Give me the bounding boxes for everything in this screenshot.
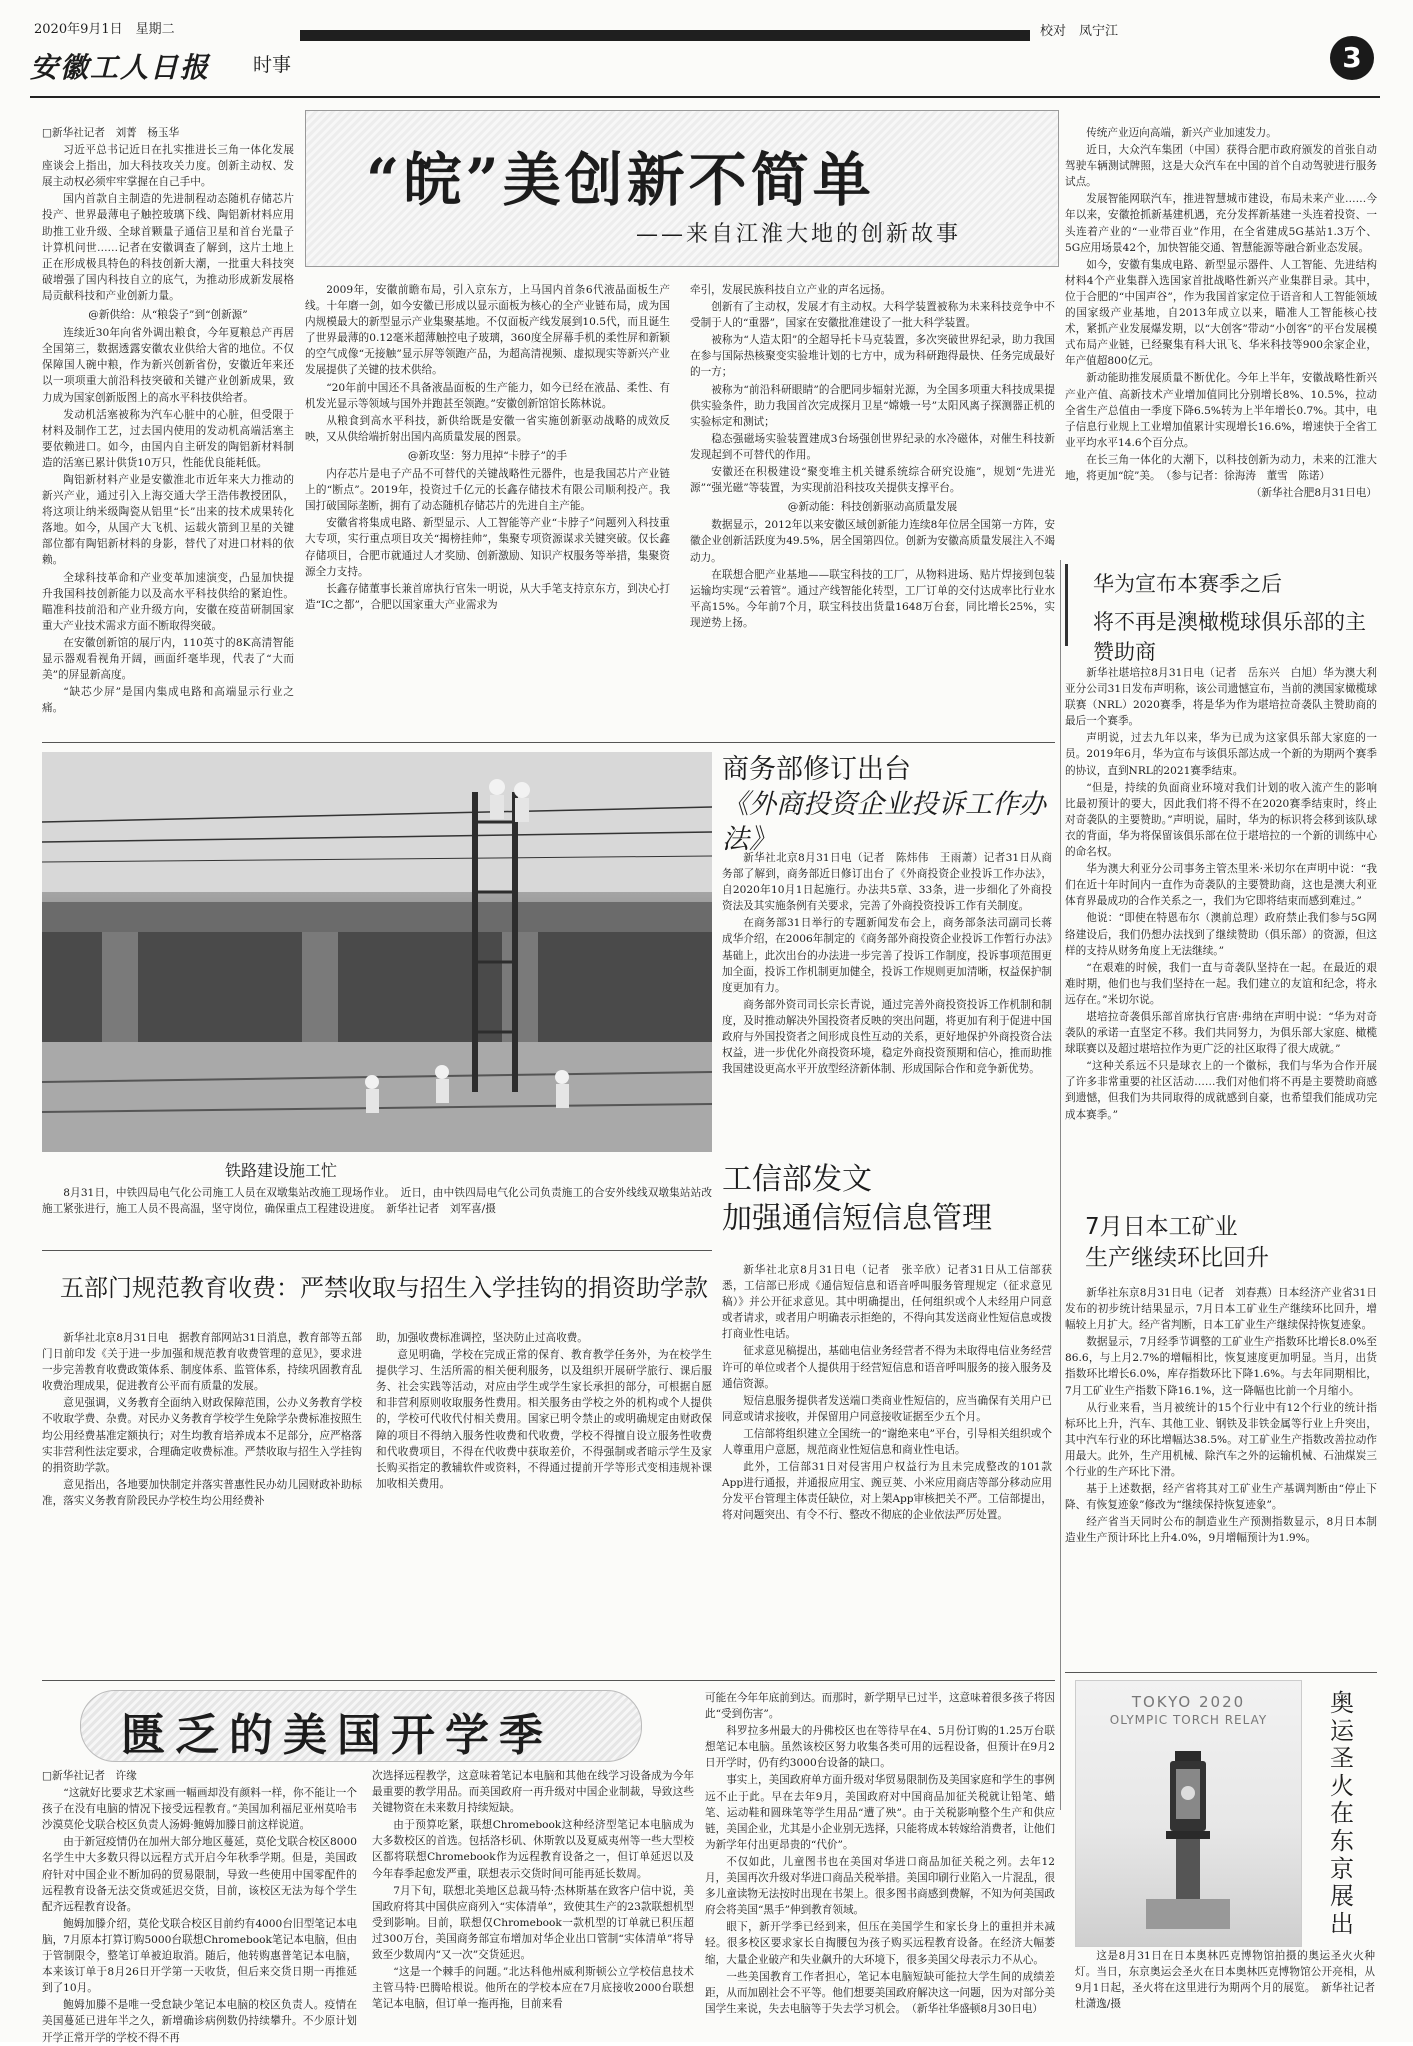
- lead-paragraph: 习近平总书记近日在扎实推进长三角一体化发展座谈会上指出，加大科技攻关力度。创新主动权、发展主动权必须牢牢掌握在自己手中。: [42, 144, 294, 189]
- lead-column-1: [42, 125, 294, 735]
- lead-column-3: [690, 282, 1055, 735]
- japan-headline: [1085, 1212, 1375, 1274]
- lead-paragraph: 牵引，发展民族科技自立产业的声名远扬。: [690, 284, 892, 296]
- japan-paragraph: 从行业来看，当月被统计的15个行业中有12个行业的统计指标环比上升，汽车、其他工业、钢铁及非铁金属等行业上升突出，其中汽车行业的环比增幅达38.5%。对工矿业生产指数改善拉动作用最大。此外，生产用机械、除汽车之外的运输机械、石油煤炭三个行业的生产环比下滑。: [1065, 1401, 1377, 1479]
- lead-paragraph: 2009年，安徽前瞻布局，引入京东方，上马国内首条6代液晶面板生产线。十年磨一剑，如今安徽已形成以显示面板为核心的全产业链布局，成为国内规模最大的新型显示产业集聚基地。不仅面板产线发展到10.5代，而且诞生了世界最薄的0.12毫米超薄触控电子玻璃，360度全屏幕手机的柔性屏和新颖的空气成像“无接触”显示屏等领跑产品，为超高清视频、虚拟现实等新兴产业发展提供了关键的技术供给。: [305, 284, 670, 377]
- us-column-2: [372, 1768, 694, 2030]
- us-paragraph: 可能在今年年底前到达。而那时，新学期早已过半，这意味着很多孩子将因此“受到伤害”。: [705, 1692, 1055, 1721]
- commerce-headline-line2: 《外商投资企业投诉工作办法》: [722, 789, 1046, 856]
- japan-headline-line1: 7月日本工矿业: [1085, 1214, 1238, 1240]
- us-paragraph: 不仅如此，儿童图书也在美国对华进口商品加征关税之列。去年12月，美国再次升级对华进口商品关税举措。美国印刷行业陷入一片混乱，很多儿童读物无法按时出现在书架上。很多图书商感到费解，不知为何美国政府会将美国“黑手”伸到教育领域。: [705, 1855, 1055, 1917]
- lead-paragraph: 被称为“人造太阳”的全超导托卡马克装置，多次突破世界纪录，助力我国在参与国际热核聚变实验堆计划的七方中，成为科研跑得最快、任务完成最好的一方；: [690, 334, 1055, 379]
- us-paragraph: 一些美国教育工作者担心，笔记本电脑短缺可能拉大学生间的成绩差距，从而加剧社会不平等。他们想要美国政府解决这一问题，因为对部分美国学生来说，失去电脑等于失去学习机会。 （新华社华盛顿8月30日电）: [705, 1970, 1055, 2015]
- telecom-headline: [722, 1160, 1052, 1238]
- header-bar: [300, 30, 1030, 41]
- aus-paragraph: “在艰难的时候，我们一直与奇袭队坚持在一起。在最近的艰难时期，他们也与我们坚持在一起。我们建立的友谊和纪念，将永远存在。”米切尔说。: [1065, 961, 1377, 1006]
- torch-poster-line2: OLYMPIC TORCH RELAY: [1109, 1713, 1268, 1727]
- lead-paragraph: 被称为“前沿科研眼睛”的合肥同步辐射光源，为全国多项重大科技成果提供实验条件，助力我国首次完成探月卫星“嫦娥一号”太阳风离子探测器正机的实验标定和测试；: [690, 383, 1055, 428]
- us-paragraph: “这就好比要求艺术家画一幅画却没有颜料一样，你不能让一个孩子在没有电脑的情况下接受远程教育。”美国加利福尼亚州莫哈韦沙漠莫伦戈联合校区负责人汤姆·鲍姆加滕日前这样说道。: [42, 1787, 357, 1832]
- lead-column-2: [305, 282, 670, 735]
- lead-subheading: @新供给：从“粮袋子”到“创新源”: [88, 309, 248, 322]
- lead-paragraph: 全球科技革命和产业变革加速演变，凸显加快提升我国科技创新能力以及高水平科技供给的紧迫性。瞄准科技前沿和产业升级方向，安徽在疫苗研制国家重大产业技术需求方面不断取得突破。: [42, 571, 294, 632]
- section-rule: [42, 1680, 1055, 1681]
- lead-paragraph: 在长三角一体化的大潮下，以科技创新为动力，未来的江淮大地，将更加“皖”美。 （参与记者：徐海涛 董雪 陈诺）: [1065, 453, 1377, 482]
- torch-poster-line1: TOKYO 2020: [1131, 1693, 1246, 1711]
- commerce-paragraph: 新华社北京8月31日电（记者 陈炜伟 王雨萧）记者31日从商务部了解到，商务部近日修订出台了《外商投资企业投诉工作办法》，自2020年10月1日起施行。办法共5章、33条，进一步细化了外商投资法及其实施条例有关要求，完善了外商投资投诉工作有关制度。: [722, 852, 1052, 913]
- education-column-2: [376, 1330, 712, 1675]
- aus-body: [1065, 665, 1377, 1205]
- us-headline-box: [80, 1690, 642, 1762]
- us-column-1: [42, 1768, 357, 2044]
- lead-paragraph: 数据显示，2012年以来安徽区域创新能力连续8年位居全国第一方阵，安徽企业创新活跃度为49.5%，居全国第四位。创新为安徽高质量发展注入不竭动力。: [690, 519, 1055, 564]
- lead-paragraph: 安徽省将集成电路、新型显示、人工智能等产业“卡脖子”问题列入科技重大专项，实行重点项目攻关“揭榜挂帅”，集聚专项资源谋求关键突破。仅长鑫存储项目，合肥市就通过人才奖励、创新激励、知识产权服务等举措，集聚资源全力支持。: [305, 517, 670, 578]
- lead-headline-box: [305, 110, 1059, 267]
- section-rule: [42, 1250, 712, 1251]
- photo-caption-text: 8月31日，中铁四局电气化公司施工人员在双墩集站改施工现场作业。 近日，由中铁四局电气化公司负责施工的合安外线线双墩集站站改施工紧张进行，施工人员不畏高温，坚守岗位，确保重点工程建设进度。 新华社记者 刘军喜/摄: [42, 1187, 712, 1216]
- lead-dateline: （新华社合肥8月31日电）: [1250, 487, 1377, 500]
- commerce-paragraph: 商务部外资司司长宗长青说，通过完善外商投资投诉工作机制和制度，及时推动解决外国投资者反映的突出问题，将更加有利于促进中国政府与外国投资者之间形成良性互动的关系，更好地保护外商投资合法权益，进一步优化外商投资环境，稳定外商投资预期和信心，推而助推我国建设更高水平开放型经济新体制、形成国际合作和竞争新优势。: [722, 998, 1052, 1076]
- us-paragraph: 事实上，美国政府单方面升级对华贸易限制伤及美国家庭和学生的事例远不止于此。早在去年9月，美国政府对中国商品加征关税就让铅笔、蜡笔、运动鞋和圆珠笔等学生用品“遭了殃”。由于关税影响整个生产和供应链，美国企业，尤其是小企业别无选择，只能将成本转嫁给消费者，让他们为新学年付出更昂贵的“代价”。: [705, 1774, 1055, 1851]
- us-paragraph: 7月下旬，联想北美地区总裁马特·杰林斯基在致客户信中说，美国政府将其中国供应商列入“实体清单”，致使其生产的23款联想机型受到影响。目前，联想仅Chromebook一款机型的订单就已积压超过300万台，美国商务部宣布增加对华企业出口管制“实体清单”将导致至少数周内“又一次”交货延迟。: [372, 1884, 694, 1962]
- aus-headline-block: [1065, 560, 1377, 664]
- lead-paragraph: 在安徽创新馆的展厅内，110英寸的8K高清智能显示器观看视角开阔，画面纤毫毕现，代表了“大而美”的屏显新高度。: [42, 636, 294, 682]
- lead-paragraph: 陶铝新材料产业是安徽淮北市近年来大力推动的新兴产业，通过引入上海交通大学王浩伟教授团队，将这项让纳米级陶瓷从铝里“长”出来的技术成果转化落地。如今，从国产大飞机、运载火箭到卫星的关键部位都有陶铝新材料的身影，替代了对进口材料的依赖。: [42, 473, 294, 567]
- torch-headline: 奥运圣火在东京展出: [1330, 1689, 1354, 1938]
- lead-paragraph: 从粮食到高水平科技，新供给既是安徽一省实施创新驱动战略的成效反映，又从供给端折射出国内高质量发展的图景。: [305, 414, 670, 443]
- masthead: 安徽工人日报: [30, 51, 211, 84]
- us-paragraph: 眼下，新开学季已经到来，但压在美国学生和家长身上的重担并未减轻。很多校区要求家长自掏腰包为孩子购买远程教育设备。在经济大幅萎缩，大量企业破产和失业飙升的大环境下，很多美国父母表示力不从心。: [705, 1921, 1055, 1966]
- lead-paragraph: 长鑫存储董事长兼首席执行官朱一明说，从大手笔支持京东方，到决心打造“IC之都”，合肥以国家重大产业需求为: [305, 582, 670, 611]
- aus-headline-line1: 华为宣布本赛季之后: [1093, 572, 1282, 596]
- lead-paragraph: 国内首款自主制造的先进制程动态随机存储芯片投产、世界最薄电子触控玻璃下线、陶铝新材料应用助推工业升级、全球首颗量子通信卫星和首台光量子计算机问世……记者在安徽调查了解到，这片土地上正在形成极具特色的科技创新大潮，一批重大科技突破增强了国内科技自立的底气，为推动形成新发展格局贡献科技和产业创新力量。: [42, 193, 294, 302]
- education-paragraph: 意见指出，各地要加快制定并落实普惠性民办幼儿园财政补助标准，落实义务教育阶段民办学校生均公用经费补: [42, 1478, 362, 1507]
- commerce-headline: [722, 752, 1052, 857]
- telecom-body: [722, 1262, 1052, 1672]
- telecom-headline-line2: 加强通信短信息管理: [722, 1201, 992, 1236]
- lead-paragraph: “缺芯少屏”是国内集成电路和高端显示行业之痛。: [42, 686, 294, 715]
- aus-headline-line2: 将不再是澳橄榄球俱乐部的主赞助商: [1093, 610, 1366, 664]
- us-paragraph: “这是一个棘手的问题。”北达科他州威利斯顿公立学校信息技术主管马特·巴腾哈根说。他所在的学校本应在7月底接收2000台联想笔记本电脑，但订单一拖再拖，目前来看: [372, 1966, 694, 2011]
- aus-paragraph: 他说：“即使在特恩布尔（澳前总理）政府禁止我们参与5G网络建设后，我们仍想办法找到了继续赞助（俱乐部）的资源，但这样的支持从财务角度上无法继续。”: [1065, 912, 1377, 957]
- aus-paragraph: 华为澳大利亚分公司事务主管杰里米·米切尔在声明中说：“我们在近十年时间内一直作为奇袭队的主要赞助商，这也是澳大利亚体育界最成功的合作关系之一，我们为它即将结束而感到难过。”: [1065, 863, 1377, 908]
- torch-lantern-icon: [1076, 1681, 1301, 1946]
- commerce-paragraph: 在商务部31日举行的专题新闻发布会上，商务部条法司副司长蒋成华介绍，在2006年制定的《商务部外商投资企业投诉工作暂行办法》基础上，此次出台的办法进一步完善了投诉工作制度，投诉事项范围更加全面，投诉工作机制更加健全，投诉工作规则更加清晰，权益保护制度更加有力。: [722, 917, 1052, 994]
- us-column-3: [705, 1690, 1055, 2030]
- lead-paragraph: 创新有了主动权，发展才有主动权。大科学装置被称为未来科技竞争中不受制于人的“重器”，国家在安徽批准建设了一批大科学装置。: [690, 301, 1055, 330]
- lead-column-4: [1065, 125, 1377, 550]
- lead-subheading: @新攻坚：努力甩掉“卡脖子”的手: [407, 449, 568, 462]
- railway-scene-illustration: [42, 752, 712, 1152]
- aus-paragraph: “这种关系远不只是球衣上的一个徽标，我们与华为合作开展了许多非常重要的社区活动……我们对他们将不再是主要赞助商感到遗憾，但我们为共同取得的成就感到自豪，也希望我们能成功完成本赛季。”: [1065, 1060, 1377, 1121]
- telecom-paragraph: 工信部将组织建立全国统一的“谢绝来电”平台，引导相关组织或个人尊重用户意愿，规范商业性短信息和商业性电话。: [722, 1427, 1052, 1457]
- proofreader: 校对 凤宁江: [1040, 24, 1119, 39]
- torch-caption: [1075, 1948, 1386, 2038]
- education-headline: 五部门规范教育收费：严禁收取与招生入学挂钩的捐资助学款: [60, 1274, 708, 1302]
- lead-paragraph: 传统产业迈向高端，新兴产业加速发力。: [1086, 127, 1277, 139]
- column-divider: [1060, 560, 1061, 1810]
- japan-paragraph: 经产省当天同时公布的制造业生产预测指数显示，8月日本制造业生产预计环比上升4.0%，9月增幅预计为1.9%。: [1065, 1516, 1377, 1545]
- torch-photo: [1075, 1680, 1302, 1947]
- lead-paragraph: 在联想合肥产业基地——联宝科技的工厂，从物料进场、贴片焊接到包装运输均实现“云着管”。通过产线智能化转型，工厂订单的交付达成率比行业水平高15%。今年前7个月，联宝科技出货量1648万台套，同比增长25%，实现逆势上扬。: [690, 568, 1055, 629]
- lead-paragraph: 稳态强磁场实验装置建成3台场强创世界纪录的水冷磁体，对催生科技新发现起到不可替代的作用。: [690, 432, 1055, 461]
- section-rule: [1065, 1672, 1377, 1673]
- japan-body: [1065, 1285, 1377, 1665]
- photo-caption: [42, 1185, 712, 1240]
- education-paragraph: 助，加强收费标准调控，坚决防止过高收费。: [376, 1332, 588, 1344]
- japan-headline-line2: 生产继续环比回升: [1085, 1245, 1269, 1272]
- education-paragraph: 意见明确，学校在完成正常的保育、教育教学任务外，为在校学生提供学习、生活所需的相关便利服务，以及组织开展研学旅行、课后服务、社会实践等活动，对应由学生或学生家长承担的部分，可根据自愿和非营利原则收取服务性费用。相关服务由学校之外的机构或个人提供的，学校可代收代付相关费用。国家已明令禁止的或明确规定由财政保障的项目不得纳入服务性收费和代收费，学校不得擅自设立服务性收费和代收费项目，不得在代收费中获取差价，不得强制或者暗示学生及家长购买指定的教辅软件或资料，不得通过提前开学等形式变相违规补课加收相关费用。: [376, 1349, 712, 1490]
- telecom-paragraph: 此外，工信部31日对侵害用户权益行为且未完成整改的101款App进行通报，并通报应用宝、豌豆荚、小米应用商店等部分移动应用分发平台管理主体责任缺位，对上架App审核把关不严。工信部提出，将对问题突出、有令不行、整改不彻底的企业依法严厉处置。: [722, 1461, 1052, 1522]
- us-paragraph: 由于预算吃紧，联想Chromebook这种经济型笔记本电脑成为大多数校区的首选。包括洛杉矶、休斯敦以及夏威夷州等一些大型校区都将联想Chromebook作为远程教育设备之一，但订单延迟以及今年春季起愈发严重，联想表示交货时间可能再延长数周。: [372, 1819, 694, 1880]
- lead-paragraph: 连续近30年向省外调出粮食，今年夏粮总产再居全国第三，数据透露安徽农业供给大省的地位。不仅保障国人碗中粮，作为新兴创新省份，安徽近年来还以一项项重大前沿科技突破和关键产业创新成果，致力成为国家创新版图上的高水平科技供给者。: [42, 327, 294, 404]
- photo-caption-title: 铁路建设施工忙: [225, 1161, 338, 1180]
- aus-paragraph: 声明说，过去九年以来，华为已成为这家俱乐部大家庭的一员。2019年6月，华为宣布与该俱乐部达成一个新的为期两个赛季的协议，直到NRL的2021赛季结束。: [1065, 732, 1377, 777]
- lead-paragraph: “20年前中国还不具备液晶面板的生产能力，如今已经在液晶、柔性、有机发光显示等领域与国外并跑甚至领跑。”安徽创新馆馆长陈林说。: [305, 381, 670, 410]
- lead-paragraph: 新动能助推发展质量不断优化。今年上半年，安徽战略性新兴产业产值、高新技术产业增加值同比分别增长8%、10.5%，拉动全省生产总值由一季度下降6.5%转为上半年增长0.7%。其中，电子信息行业规上工业增加值累计实现增长16.6%，增速快于全省工业平均水平14.6个百分点。: [1065, 372, 1377, 449]
- lead-byline: □新华社记者 刘菁 杨玉华: [42, 127, 180, 139]
- railway-photo: [42, 752, 712, 1152]
- lead-subheading: @新动能：科技创新驱动高质量发展: [787, 501, 958, 514]
- japan-paragraph: 数据显示，7月经季节调整的工矿业生产指数环比增长8.0%至86.6，与上月2.7%的增幅相比，恢复速度更加明显。当月，出货指数环比增长6.0%，库存指数环比下降1.6%。与去年同期相比，7月工矿业生产指数下降16.1%，这一降幅也比前一个月缩小。: [1065, 1336, 1377, 1397]
- telecom-paragraph: 新华社北京8月31日电（记者 张辛欣）记者31日从工信部获悉，工信部已形成《通信短信息和语音呼叫服务管理规定（征求意见稿）》并公开征求意见。其中明确提出，任何组织或个人未经用户同意或者请求，或者用户明确表示拒绝的，不得向其发送商业性短信息或拨打商业性电话。: [722, 1264, 1052, 1341]
- commerce-headline-line1: 商务部修订出台: [722, 754, 911, 785]
- telecom-paragraph: 征求意见稿提出，基础电信业务经营者不得为未取得电信业务经营许可的单位或者个人提供用于经营短信息和语音呼叫服务的接入服务及通信资源。: [722, 1345, 1052, 1390]
- page-number-badge: 3: [1330, 36, 1374, 80]
- education-paragraph: 意见强调，义务教育全面纳入财政保障范围，公办义务教育学校不收取学费、杂费。对民办义务教育学校学生免除学杂费标准按照生均公用经费基准定额执行；对生均教育培养成本不足部分，应严格落实非营利性法定要求，合理确定收费标准。严禁收取与招生入学挂钩的捐资助学款。: [42, 1397, 362, 1474]
- lead-paragraph: 近日，大众汽车集团（中国）获得合肥市政府颁发的首张自动驾驶车辆测试牌照，这是大众汽车在中国的首个自动驾驶进行服务试点。: [1065, 144, 1377, 189]
- us-paragraph: 鲍姆加滕介绍，莫伦戈联合校区目前约有4000台旧型笔记本电脑，7月原本打算订购5000台联想Chromebook笔记本电脑，但由于管制限令，整笔订单被迫取消。随后，他转购惠普笔记本电脑，本来该订单于8月26日开学第一天收货，但后来交货日期一再推延到了10月。: [42, 1917, 357, 1995]
- section-name: 时事: [253, 54, 292, 76]
- us-paragraph: 科罗拉多州最大的丹佛校区也在等待早在4、5月份订购的1.25万台联想笔记本电脑。虽然该校区努力收集各类可用的远程设备，但预计在9月2日开学时，仍有约3000台设备的缺口。: [705, 1725, 1055, 1770]
- header-rule: [30, 96, 1380, 98]
- telecom-headline-line1: 工信部发文: [722, 1162, 872, 1197]
- us-paragraph: 鲍姆加滕不是唯一受怠缺少笔记本电脑的校区负责人。疫情在美国蔓延已进年半之久，新增确诊病例数仍持续攀升。不少原计划开学正常开学的学校不得不再: [42, 1999, 357, 2044]
- lead-paragraph: 内存芯片是电子产品不可替代的关键战略性元器件，也是我国芯片产业链上的“断点”。2019年，投资过千亿元的长鑫存储技术有限公司顺利投产。我国打破国际垄断，拥有了动态随机存储芯片的先进自主产能。: [305, 468, 670, 513]
- lead-paragraph: 发展智能网联汽车，推进智慧城市建设，布局未来产业……今年以来，安徽抢抓新基建机遇，充分发挥新基建一头连着投资、一头连着产业的“一业带百业”作用，在全省建成5G基站1.3万个、5G应用场景42个，加快智能交通、智慧能源等融合新业态发展。: [1065, 193, 1377, 254]
- lead-paragraph: 如今，安徽有集成电路、新型显示器件、人工智能、先进结构材料4个产业集群入选国家首批战略性新兴产业集群目录。其中，位于合肥的“中国声谷”，作为我国首家定位于语音和人工智能领域的国家级产业基地，自2013年成立以来，瞄准人工智能核心技术，紧抓产业发展爆发期，以“大创客”带动“小创客”的平台发展模式布局产业链，已经聚集有科大讯飞、华米科技等900余家企业，年产值超800亿元。: [1065, 258, 1377, 368]
- section-rule: [42, 742, 1055, 743]
- us-byline: □新华社记者 许缘: [42, 1770, 137, 1782]
- issue-date: 2020年9月1日 星期二: [34, 22, 175, 37]
- aus-paragraph: “但是，持续的负面商业环境对我们计划的收入流产生的影响比最初预计的要大，因此我们将不得不在2020赛季结束时，终止对奇袭队的主要赞助。”声明说，届时，华为的标识将会移到该队球衣的背面，华为将保留该俱乐部在位于堪培拉的一个新的训练中心的命名权。: [1065, 781, 1377, 859]
- lead-subtitle: ——来自江淮大地的创新故事: [636, 222, 962, 247]
- telecom-paragraph: 短信息服务提供者发送端口类商业性短信的，应当确保有关用户已同意或请求接收，并保留用户同意接收证据至少五个月。: [722, 1394, 1052, 1423]
- commerce-body: [722, 850, 1052, 1142]
- lead-paragraph: 安徽还在积极建设“聚变堆主机关键系统综合研究设施”，规划“先进光源”“强光磁”等装置，为实现前沿科技攻关提供支撑平台。: [690, 466, 1055, 495]
- japan-paragraph: 新华社东京8月31日电（记者 刘春燕）日本经济产业省31日发布的初步统计结果显示，7月日本工矿业生产继续环比回升，增幅较上月扩大。经产省判断，日本工矿业生产继续保持恢复迹象。: [1065, 1287, 1377, 1332]
- aus-paragraph: 堪培拉奇袭俱乐部首席执行官唐·弗纳在声明中说：“华为对奇袭队的承诺一直坚定不移。我们共同努力，为俱乐部大家庭、橄榄球联赛以及超过堪培拉作为更广泛的社区取得了很大成就。”: [1065, 1010, 1377, 1056]
- education-column-1: [42, 1330, 362, 1675]
- us-paragraph: 由于新冠疫情仍在加州大部分地区蔓延，莫伦戈联合校区8000名学生中大多数只得以远程方式开启今年秋季学期。但是，美国政府针对中国企业不断加码的贸易限制，导致一些使用中国零配件的远程教育设备无法交货或延迟交货，目前，该校区无法为每个学生配齐远程教育设备。: [42, 1836, 357, 1913]
- education-paragraph: 新华社北京8月31日电 据教育部网站31日消息，教育部等五部门日前印发《关于进一步加强和规范教育收费管理的意见》，要求进一步完善教育收费政策体系、制度体系、监管体系，持续巩固教育乱收费治理成果，促进教育公平而有质量的发展。: [42, 1332, 362, 1393]
- lead-paragraph: 发动机活塞被称为汽车心脏中的心脏，但受限于材料及制作工艺，过去国内使用的发动机高端活塞主要依赖进口。如今，由国内自主研发的陶铝新材料制造的活塞已累计供货10万只，性能优良能耗低。: [42, 408, 294, 469]
- aus-paragraph: 新华社堪培拉8月31日电（记者 岳东兴 白旭）华为澳大利亚分公司31日发布声明称，该公司遗憾宣布，当前的澳国家橄榄球联赛（NRL）2020赛季，将是华为作为堪培拉奇袭队主赞助商的最后一个赛季。: [1065, 667, 1377, 728]
- japan-paragraph: 基于上述数据，经产省将其对工矿业生产基调判断由“停止下降、有恢复迹象”修改为“继续保持恢复迹象”。: [1065, 1483, 1377, 1512]
- lead-headline: “皖”美创新不简单: [366, 146, 875, 214]
- torch-caption-text: 这是8月31日在日本奥林匹克博物馆拍摄的奥运圣火火种灯。当日，东京奥运会圣火在日本奥林匹克博物馆公开亮相，从9月1日起，圣火将在这里进行为期两个月的展览。 新华社记者 杜潇逸/摄: [1075, 1950, 1386, 2011]
- us-paragraph: 次选择远程教学，这意味着笔记本电脑和其他在线学习设备成为今年最重要的教学用品。而美国政府一再升级对中国企业制裁，导致这些关键物资在未来数月持续短缺。: [372, 1770, 694, 1815]
- us-headline: 匮乏的美国开学季: [121, 1710, 553, 1761]
